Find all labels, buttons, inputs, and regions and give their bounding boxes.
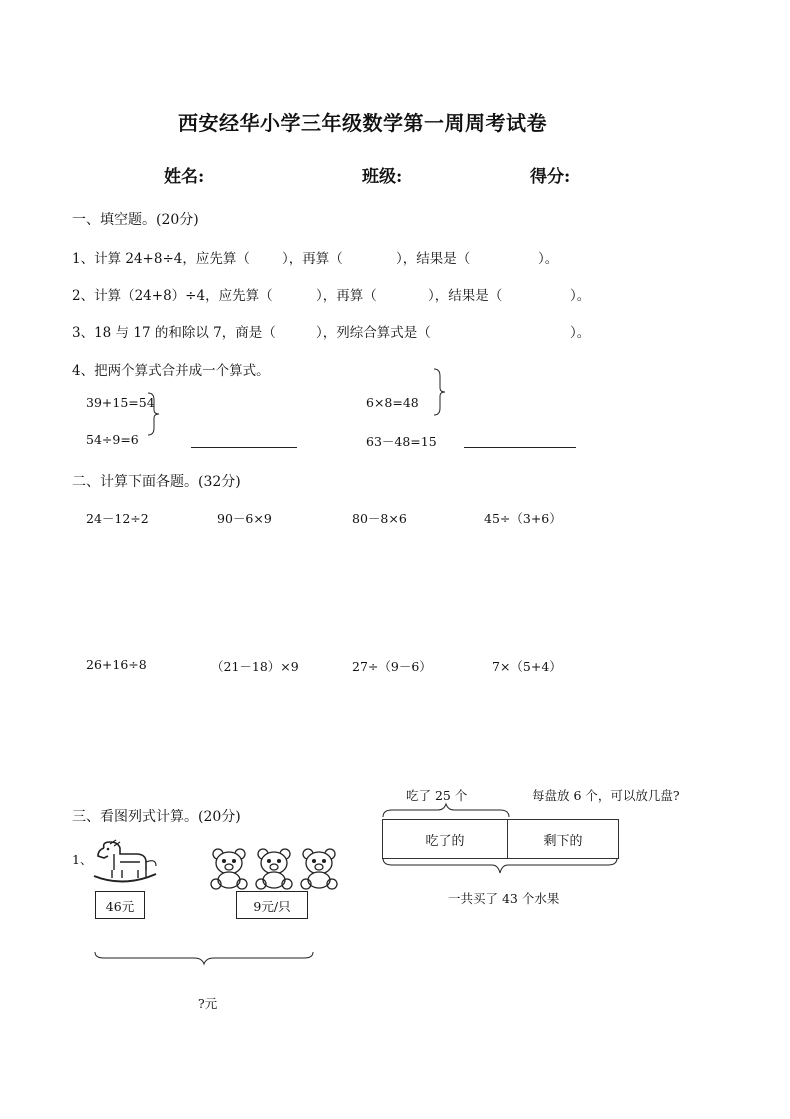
q4-eq2: 54÷9=6 xyxy=(86,432,139,447)
calc-4: 45÷（3+6） xyxy=(484,511,562,526)
q4-answer-line-right[interactable] xyxy=(464,447,576,448)
calc-5: 26+16÷8 xyxy=(86,657,147,672)
q4-eq1: 39+15=54 xyxy=(86,395,155,410)
q1-part3: ），结果是（ xyxy=(396,251,471,267)
horse-price: 46元 xyxy=(105,899,135,914)
section2-heading: 二、计算下面各题。(32分) xyxy=(72,474,241,490)
score-label: 得分: xyxy=(530,167,571,187)
diagram-question: 每盘放 6 个，可以放几盘? xyxy=(532,788,680,803)
fruit-bar xyxy=(382,819,619,859)
calc-3: 80－8×6 xyxy=(352,511,407,526)
section1-heading: 一、填空题。(20分) xyxy=(72,212,199,228)
teddy-bears-icon xyxy=(208,848,340,890)
bear-price-box xyxy=(236,891,308,919)
q1-part4: ）。 xyxy=(538,251,559,267)
calc-2: 90－6×9 xyxy=(217,511,272,526)
q3-part2: ），列综合算式是（ xyxy=(316,325,431,341)
q2-part3: ），结果是（ xyxy=(428,288,503,304)
q4-eq4: 63－48=15 xyxy=(366,434,437,449)
q4-answer-line-left[interactable] xyxy=(191,447,297,448)
total-fruit-brace-icon xyxy=(382,857,618,875)
q1-part2: ），再算（ xyxy=(282,251,343,267)
total-brace-icon xyxy=(94,950,314,968)
class-label: 班级: xyxy=(362,167,403,187)
q2-part4: ）。 xyxy=(570,288,591,304)
calc-1: 24－12÷2 xyxy=(86,511,149,526)
calc-8: 7×（5+4） xyxy=(492,659,562,674)
remaining-cell: 剩下的 xyxy=(543,833,583,849)
eaten-top-label: 吃了 25 个 xyxy=(406,788,468,803)
eaten-brace-icon xyxy=(382,803,510,819)
q4-text: 4、把两个算式合并成一个算式。 xyxy=(72,363,270,379)
total-fruit-label: 一共买了 43 个水果 xyxy=(448,891,560,906)
total-question: ?元 xyxy=(198,996,218,1011)
q4-eq3: 6×8=48 xyxy=(366,395,419,410)
q4-left-brace-icon xyxy=(146,392,160,436)
bear-price: 9元/只 xyxy=(253,899,291,914)
q3-part3: ）。 xyxy=(570,325,591,341)
q3-part1: 3、18 与 17 的和除以 7，商是（ xyxy=(72,325,276,341)
horse-price-box xyxy=(95,891,145,919)
q2-part2: ），再算（ xyxy=(316,288,377,304)
page-title: 西安经华小学三年级数学第一周周考试卷 xyxy=(178,111,547,135)
q2-part1: 2、计算（24+8）÷4，应先算（ xyxy=(72,288,273,304)
calc-6: （21－18）×9 xyxy=(211,659,299,674)
eaten-cell: 吃了的 xyxy=(383,820,508,858)
name-label: 姓名: xyxy=(164,167,205,187)
q1-label: 1、 xyxy=(72,852,93,867)
section3-heading: 三、看图列式计算。(20分) xyxy=(72,809,241,825)
q1-part1: 1、计算 24+8÷4，应先算（ xyxy=(72,251,250,267)
rocking-horse-icon xyxy=(90,840,160,888)
calc-7: 27÷（9－6） xyxy=(352,659,432,674)
q4-right-brace-icon xyxy=(432,368,446,416)
